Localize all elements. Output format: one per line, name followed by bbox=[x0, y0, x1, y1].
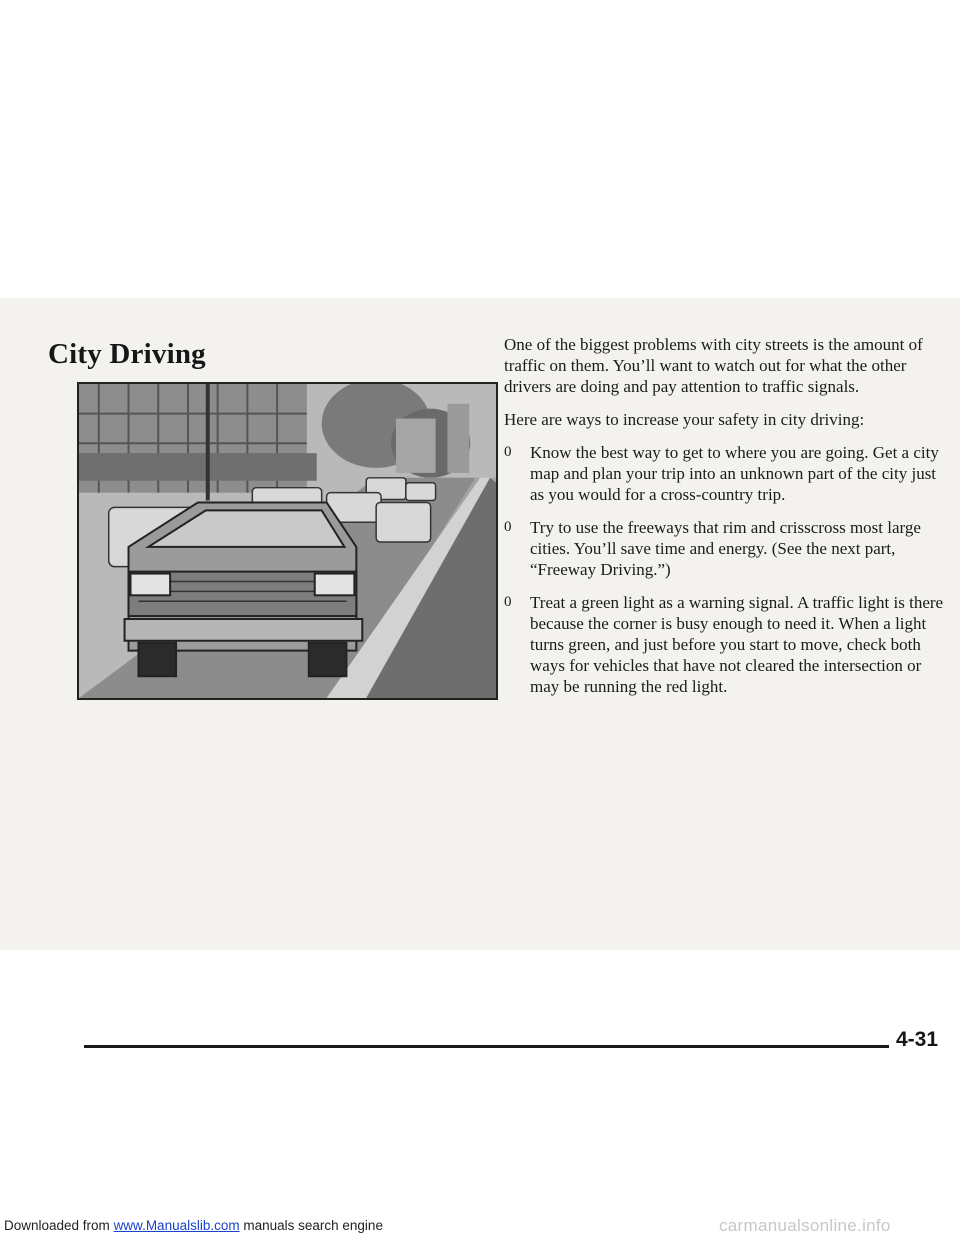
page-title: City Driving bbox=[48, 338, 206, 370]
bullet-icon: 0 bbox=[504, 519, 512, 535]
intro-paragraph: One of the biggest problems with city streets is the amount of traffic on them. You’ll want to watch out for what the other drivers are doing and pay attention to traffic signals. bbox=[504, 335, 923, 396]
bullet-icon: 0 bbox=[504, 594, 512, 610]
city-traffic-illustration bbox=[77, 382, 498, 700]
footer-suffix: manuals search engine bbox=[239, 1218, 383, 1233]
watermark: carmanualsonline.info bbox=[719, 1216, 891, 1235]
bullet-icon: 0 bbox=[504, 444, 512, 460]
list-item bbox=[504, 517, 944, 580]
safety-tips-list bbox=[504, 442, 944, 697]
download-footer bbox=[4, 1218, 383, 1233]
manualslib-link[interactable]: www.Manualslib.com bbox=[113, 1218, 240, 1233]
list-item bbox=[504, 592, 944, 697]
lead-in-paragraph: Here are ways to increase your safety in city driving: bbox=[504, 410, 865, 429]
page-number: 4-31 bbox=[896, 1028, 939, 1051]
list-item-text: Know the best way to get to where you are going. Get a city map and plan your trip into an unknown part of the city just as you would for a cross-country trip. bbox=[530, 443, 939, 504]
footer-rule bbox=[84, 1045, 889, 1048]
list-item-text: Treat a green light as a warning signal. A traffic light is there because the corner is busy enough to need it. When a light turns green, and just before you start to move, check both ways for vehicles that have not cleared the intersection or may be running the red light. bbox=[530, 593, 944, 696]
list-item-text: Try to use the freeways that rim and crisscross most large cities. You’ll save time and energy. (See the next part, “Freeway Driving.”) bbox=[530, 518, 921, 579]
body-text bbox=[504, 334, 944, 709]
footer-prefix: Downloaded from bbox=[4, 1218, 114, 1233]
list-item bbox=[504, 442, 944, 505]
traffic-drawing bbox=[79, 384, 496, 698]
